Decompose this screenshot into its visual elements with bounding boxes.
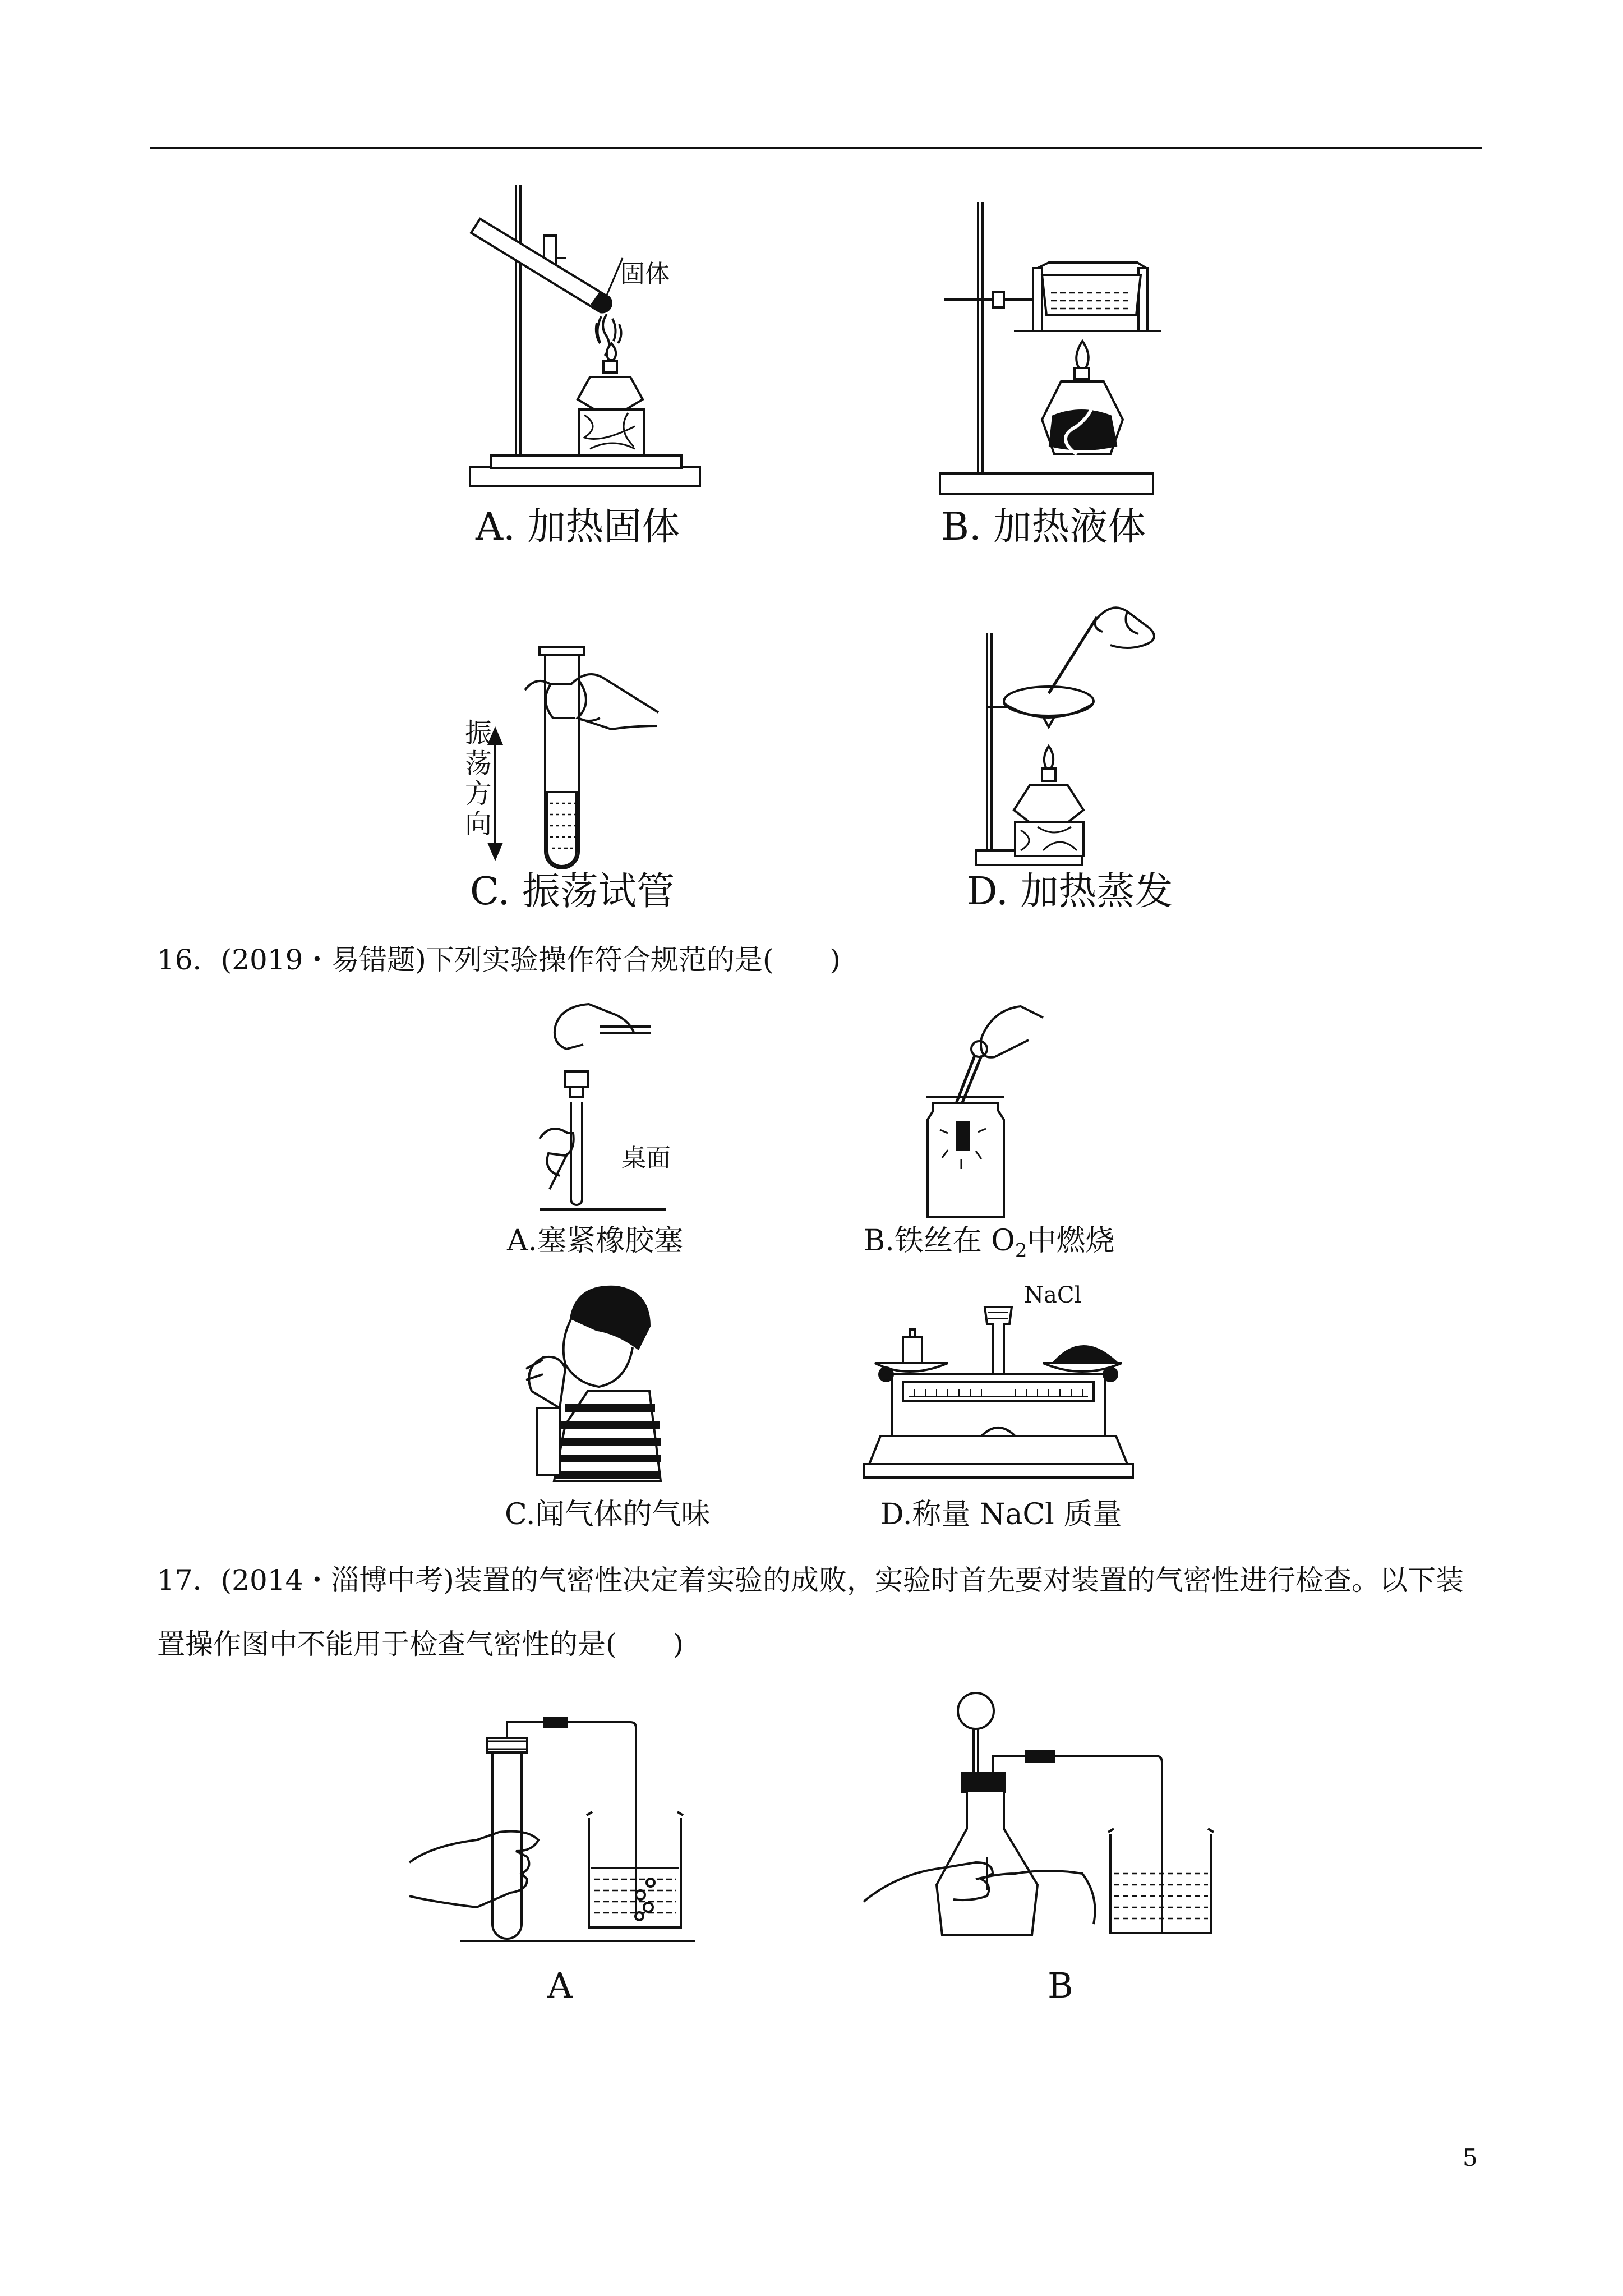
caption-q16-a: A.塞紧橡胶塞 [507,1224,684,1258]
caption-q16-b-post: 中燃烧 [1027,1224,1115,1258]
question-17-stem-line1 [157,1561,1464,1600]
figure-smelling-gas [515,1285,661,1481]
question-17-source: (2014・淄博中考) [220,1564,454,1596]
caption-option-a: A. 加热固体 [476,505,680,549]
question-16-number: 16． [157,944,221,976]
caption-q16-c: C.闻气体的气味 [505,1498,711,1531]
figure-evaporation [965,600,1161,875]
caption-q17-b: B [1048,1965,1073,2006]
caption-option-c: C. 振荡试管 [470,869,675,914]
figure-heating-solid [460,180,707,516]
figure-airtightness-b [864,1688,1234,1952]
annotation-nacl: NaCl [1024,1282,1082,1308]
caption-q16-b-pre: B.铁丝在 O [864,1224,1015,1258]
figure-heating-liquid [937,196,1183,510]
figure-balance-nacl [858,1290,1138,1487]
annotation-solid: 固体 [620,260,670,288]
caption-option-b: B. 加热液体 [941,505,1146,549]
figure-iron-wire-burning [920,1004,1049,1223]
question-16-source: (2019・易错题) [220,944,426,976]
question-17-stem-line2: 置操作图中不能用于检查气密性的是( ) [157,1628,684,1660]
caption-q17-a: A [547,1965,573,2006]
figure-insert-stopper [538,1004,667,1223]
figure-airtightness-a [409,1717,701,1952]
caption-option-d: D. 加热蒸发 [967,869,1173,914]
question-16-stem [157,940,841,979]
question-17-text-1: 装置的气密性决定着实验的成败，实验时首先要对装置的气密性进行检查。以下装 [454,1564,1464,1596]
figure-shaking-tube [522,639,667,875]
caption-q16-d: D.称量 NaCl 质量 [880,1498,1122,1531]
question-17-number: 17． [157,1564,221,1596]
caption-q16-b [864,1223,1115,1268]
caption-q16-b-sub: 2 [1015,1239,1027,1262]
question-16-text: 下列实验操作符合规范的是( ) [426,944,841,976]
header-rule [150,147,1482,149]
page-number: 5 [1463,2144,1478,2171]
annotation-shake-direction: 振荡方向 [464,717,492,840]
annotation-tabletop: 桌面 [621,1144,671,1172]
